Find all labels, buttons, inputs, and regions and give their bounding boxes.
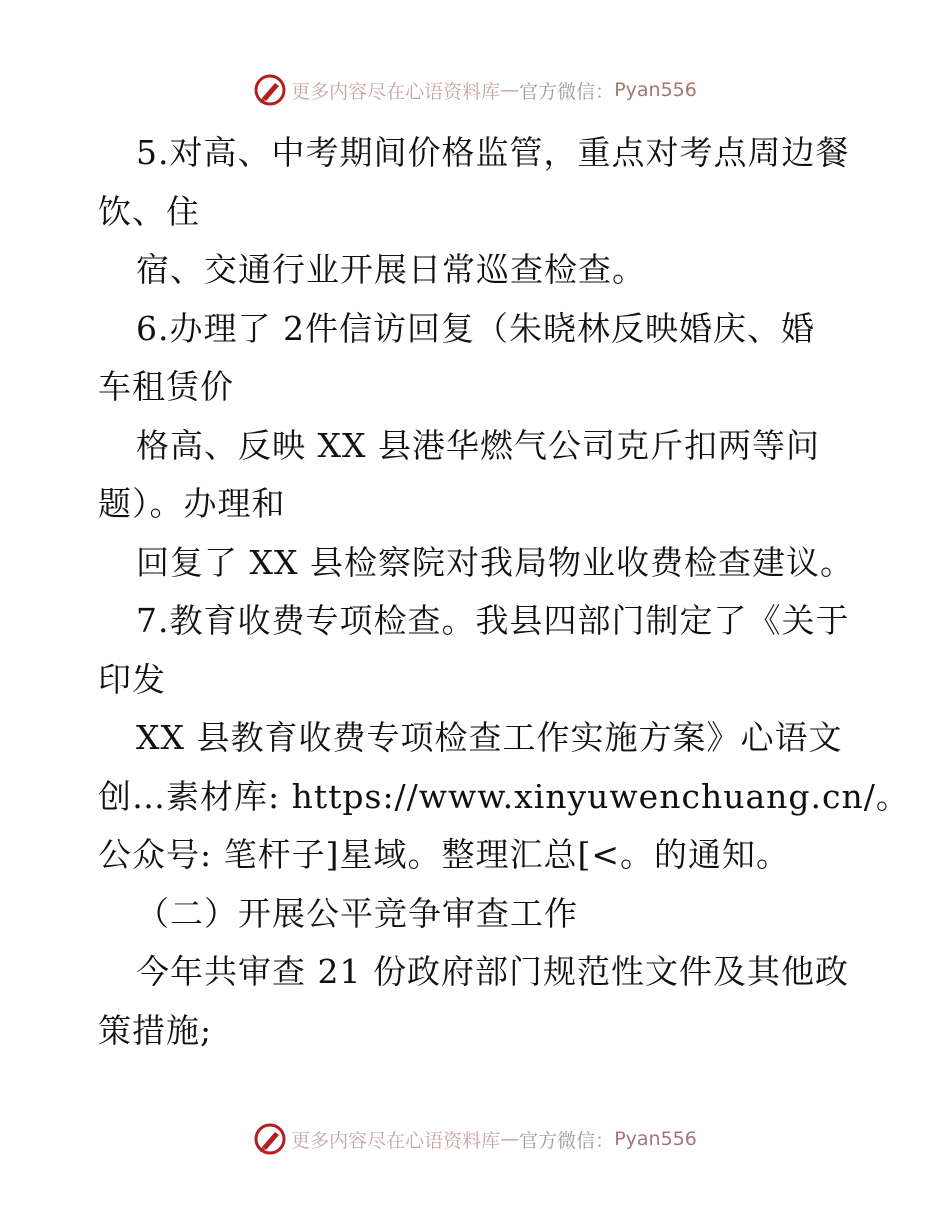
footer-wechat-id: Pyan556 bbox=[614, 1128, 697, 1150]
footer-dash: — bbox=[500, 1128, 520, 1150]
body-line: 公众号: 笔杆子]星域。整理汇总[<。的通知。 bbox=[98, 835, 791, 874]
body-line: 回复了 XX 县检察院对我局物业收费检查建议。 bbox=[136, 542, 854, 582]
document-body bbox=[98, 124, 910, 1060]
footer-banner bbox=[0, 1119, 950, 1159]
header-banner bbox=[0, 70, 950, 110]
body-line: 饮、住 bbox=[98, 191, 200, 231]
header-wechat-id: Pyan556 bbox=[614, 79, 697, 101]
body-line: 宿、交通行业开展日常巡查检查。 bbox=[136, 250, 646, 289]
footer-text: 更多内容尽在心语资料库 bbox=[291, 1129, 501, 1152]
body-line: 今年共审查 21 份政府部门规范性文件及其他政 bbox=[136, 952, 849, 991]
body-line: 印发 bbox=[98, 659, 166, 699]
header-wechat-label: 官方微信： bbox=[519, 80, 615, 103]
pen-circle-logo-icon bbox=[253, 1122, 287, 1156]
header-dash: — bbox=[500, 79, 520, 101]
body-line: 7.教育收费专项检查。我县四部门制定了《关于 bbox=[136, 601, 850, 640]
header-text: 更多内容尽在心语资料库 bbox=[291, 80, 501, 103]
footer-wechat-label: 官方微信： bbox=[519, 1129, 615, 1152]
body-line: 格高、反映 XX 县港华燃气公司克斤扣两等问 bbox=[136, 425, 820, 465]
pen-circle-logo-icon bbox=[253, 73, 287, 107]
body-line: 策措施; bbox=[98, 1010, 213, 1050]
body-line: XX 县教育收费专项检查工作实施方案》心语文 bbox=[136, 718, 843, 757]
body-line: 创…素材库: https://www.xinyuwenchuang.cn/。 bbox=[98, 776, 910, 816]
body-line: 5.对高、中考期间价格监管，重点对考点周边餐 bbox=[136, 133, 850, 172]
body-line: 车租赁价 bbox=[98, 367, 234, 406]
body-line: 6.办理了 2件信访回复（朱晓林反映婚庆、婚 bbox=[136, 308, 815, 348]
section-heading: （二）开展公平竞争审查工作 bbox=[136, 893, 578, 933]
body-line: 题）。办理和 bbox=[98, 484, 286, 523]
